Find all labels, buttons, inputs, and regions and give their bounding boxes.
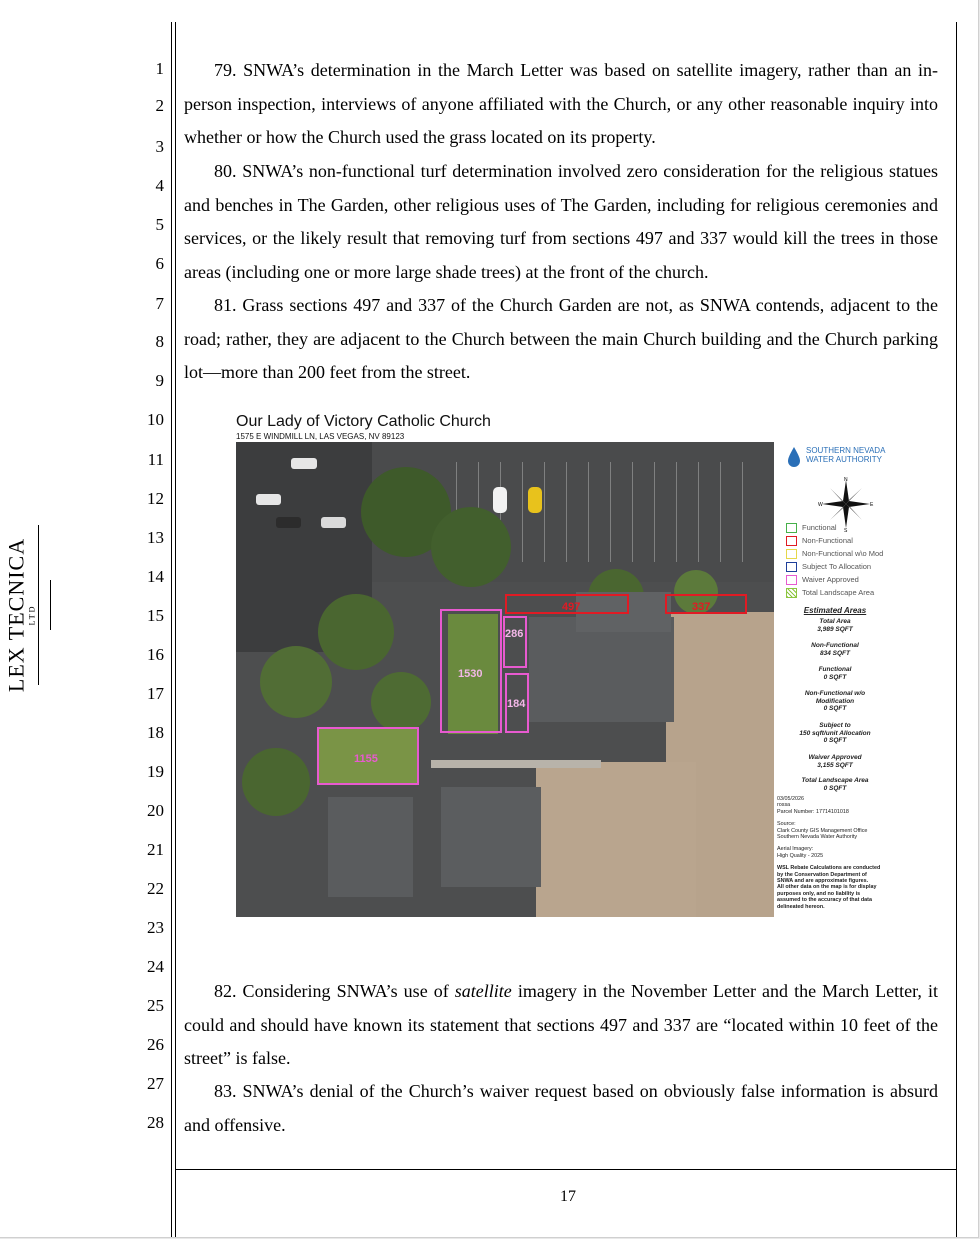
section-337-label: 337 <box>692 601 711 613</box>
line-number: 13 <box>147 528 164 547</box>
section-1155-label: 1155 <box>354 753 378 765</box>
estimated-nonfunctional: Non-Functional 834 SQFT <box>811 642 859 657</box>
line-number: 4 <box>155 176 164 195</box>
left-margin-rule-inner <box>175 22 176 1237</box>
map-title: Our Lady of Victory Catholic Church <box>236 413 491 430</box>
line-number: 7 <box>155 294 164 313</box>
car <box>528 487 542 513</box>
car <box>276 517 301 528</box>
section-1530-label: 1530 <box>458 668 483 680</box>
page-number: 17 <box>560 1188 576 1205</box>
water-drop-icon <box>786 446 802 468</box>
section-497-label: 497 <box>562 601 581 613</box>
svg-text:E: E <box>870 502 874 508</box>
line-number: 27 <box>147 1074 164 1093</box>
svg-text:W: W <box>818 502 823 508</box>
line-number: 21 <box>147 840 164 859</box>
tree-canopy <box>318 594 394 670</box>
estimated-waiver: Waiver Approved 3,155 SQFT <box>808 754 862 769</box>
legend-functional: Functional <box>786 523 837 533</box>
line-number: 14 <box>147 567 164 586</box>
estimated-allocation: Subject to 150 sqft/unit Allocation 0 SQFT <box>799 722 871 744</box>
estimated-tla: Total Landscape Area 0 SQFT <box>801 777 869 792</box>
line-number: 2 <box>155 96 164 115</box>
estimated-functional: Functional 0 SQFT <box>818 666 852 681</box>
line-number: 20 <box>147 801 164 820</box>
line-number: 23 <box>147 918 164 937</box>
paragraph-82: 82. Considering SNWA’s use of satellite imagery in the November Letter and the March Letter, it could and should have known its statement that sections 497 and 337 are “located within 10 feet of the street” is false. <box>184 981 938 1069</box>
line-number: 18 <box>147 723 164 742</box>
estimated-nfmod: Non-Functional w/o Modification 0 SQFT <box>804 690 866 712</box>
legend-subject-allocation: Subject To Allocation <box>786 562 871 572</box>
section-286-label: 286 <box>505 628 524 640</box>
line-number: 19 <box>147 762 164 781</box>
right-margin-rule <box>956 22 957 1237</box>
left-margin-rule <box>171 22 172 1237</box>
car <box>291 458 317 469</box>
paragraph-83: 83. SNWA’s denial of the Church’s waiver request based on obviously false information is absurd and offensive. <box>184 1081 938 1135</box>
line-number: 3 <box>155 137 164 156</box>
paragraph-80: 80. SNWA’s non-functional turf determination involved zero consideration for the religious statues and benches in The Garden, other religious uses of The Garden, including for religious ceremonies and services, or the likely result that removing turf from sections 497 and 337 would kill the trees in those areas (including one or more large shade trees) at the front of the church. <box>184 161 938 282</box>
line-number: 12 <box>147 489 164 508</box>
line-number: 1 <box>155 59 164 78</box>
line-number: 24 <box>147 957 164 976</box>
legend-waiver-approved: Waiver Approved <box>786 575 859 585</box>
estimated-areas-title: Estimated Areas <box>803 606 867 615</box>
line-number: 26 <box>147 1035 164 1054</box>
map-meta: 03/05/2026 rossa Parcel Number: 17714101018 Source: Clark County GIS Management Office Southern Nevada Water Authority Aerial Imagery: High Quality - 2025 WSL Rebate Calculations are conducted by the Conservation Department of SNWA and are approximate figures. All other data on the map is for display purposes only, and no liability is assumed to the accuracy of that data delineated hereon. <box>777 796 881 910</box>
line-number: 10 <box>147 410 164 429</box>
line-number: 9 <box>155 371 164 390</box>
tree-canopy <box>242 748 310 816</box>
paragraph-79: 79. SNWA’s determination in the March Letter was based on satellite imagery, rather than an in-person inspection, interviews of anyone affiliated with the Church, or any other reasonable inquiry into whether or how the Church used the grass located on its property. <box>184 60 938 148</box>
firm-rule-short <box>50 580 51 630</box>
estimated-total: Total Area 3,989 SQFT <box>817 618 853 633</box>
sand-area-lower <box>536 762 696 917</box>
line-number: 11 <box>147 450 164 469</box>
paragraph-81: 81. Grass sections 497 and 337 of the Church Garden are not, as SNWA contends, adjacent to the road; rather, they are adjacent to the Church between the main Church building and the Church parking lot—more than 200 feet from the street. <box>184 295 938 383</box>
legend-non-functional: Non-Functional <box>786 536 853 546</box>
tree-canopy <box>431 507 511 587</box>
section-184-label: 184 <box>507 698 526 710</box>
svg-text:N: N <box>844 477 848 483</box>
legend-non-functional-mod: Non-Functional w\o Mod <box>786 549 883 559</box>
line-number: 22 <box>147 879 164 898</box>
agency-name: SOUTHERN NEVADA WATER AUTHORITY <box>806 446 886 464</box>
line-number: 8 <box>155 332 164 351</box>
tree-canopy <box>371 672 431 732</box>
line-number: 28 <box>147 1113 164 1132</box>
building-roof <box>441 787 541 887</box>
legend-total-landscape: Total Landscape Area <box>786 588 874 598</box>
line-number: 25 <box>147 996 164 1015</box>
car <box>321 517 346 528</box>
map-address: 1575 E WINDMILL LN, LAS VEGAS, NV 89123 <box>236 432 405 441</box>
tree-canopy <box>260 646 332 718</box>
line-number: 6 <box>155 254 164 273</box>
firm-name: LEX TECNICA <box>3 537 29 693</box>
line-number: 16 <box>147 645 164 664</box>
line-number: 15 <box>147 606 164 625</box>
line-number: 17 <box>147 684 164 703</box>
firm-name-vertical <box>4 538 37 692</box>
walkway <box>431 760 601 768</box>
footer-rule <box>176 1169 956 1170</box>
building-roof <box>328 797 413 897</box>
svg-text:S: S <box>844 528 848 532</box>
map-legend <box>776 442 926 917</box>
car <box>256 494 281 505</box>
firm-suffix: LTD <box>27 604 37 626</box>
aerial-map <box>236 442 774 917</box>
car <box>493 487 507 513</box>
line-number: 5 <box>155 215 164 234</box>
firm-rule <box>38 525 39 685</box>
church-roof <box>529 617 674 722</box>
